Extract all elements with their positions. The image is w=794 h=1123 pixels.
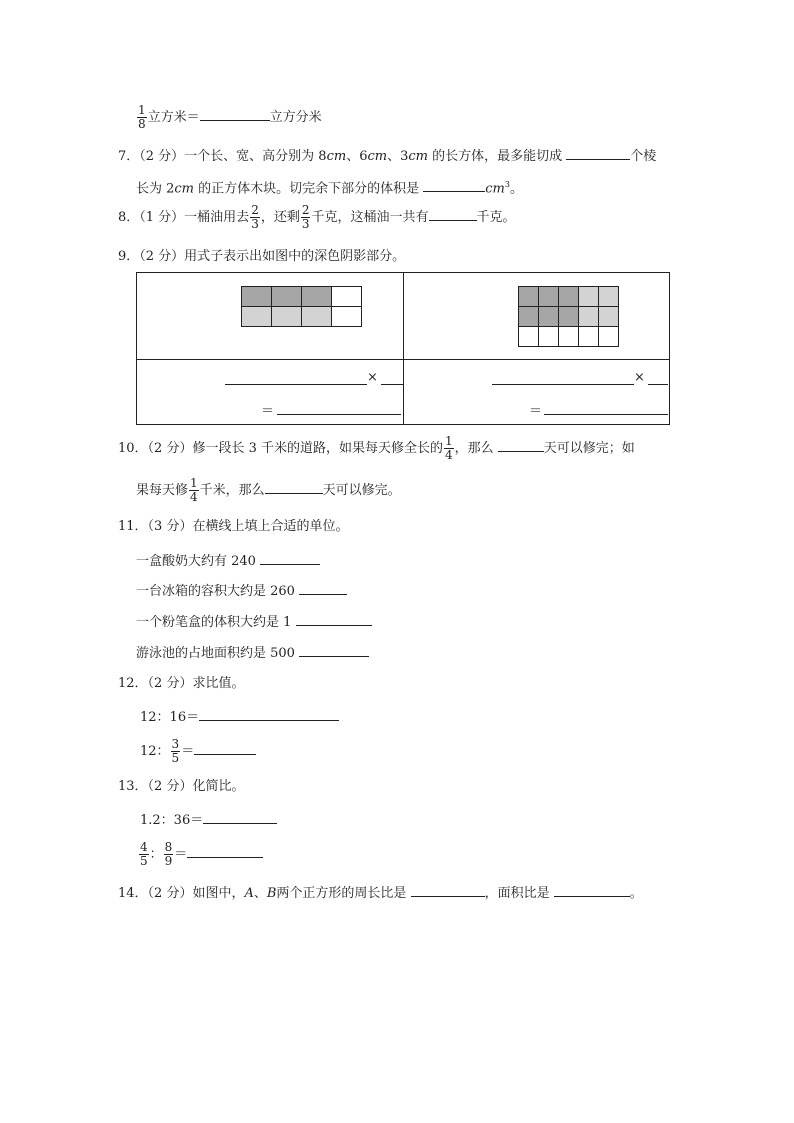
grid-cell-light <box>272 307 302 327</box>
grid-cell-dark <box>539 287 559 307</box>
grid-cell-light <box>579 287 599 307</box>
fraction: $\frac{3}{5}$ <box>171 737 180 765</box>
grid-cell-dark <box>302 287 332 307</box>
fraction: $\frac{2}{3}$ <box>301 203 310 231</box>
grid-cell-white <box>332 287 362 307</box>
ratio-line: $\frac{4}{5}$ ： $\frac{8}{9}$ ＝ <box>138 841 263 868</box>
grid-cell-dark <box>559 307 579 327</box>
answer-blank[interactable] <box>299 642 369 657</box>
left-shaded-grid <box>241 286 362 327</box>
question-10-line-1: 10．（2 分）修一段长 3 千米的道路，如果每天修全长的 $\frac{1}{4}$ ，那么 天可以修完；如 <box>118 434 635 462</box>
fraction: $\frac{2}{3}$ <box>251 203 259 231</box>
grid-cell-white <box>559 327 579 347</box>
list-item: 一个粉笔盒的体积大约是 1 <box>136 611 372 632</box>
grid-cell-dark <box>519 287 539 307</box>
grid-cell-light <box>579 307 599 327</box>
answer-blank[interactable] <box>203 809 277 824</box>
answer-blank[interactable] <box>299 580 347 595</box>
grid-cell-dark <box>272 287 302 307</box>
times-sign: × <box>367 370 378 385</box>
grid-cell-dark <box>559 287 579 307</box>
divider <box>403 273 404 424</box>
fraction: $\frac{1}{8}$ <box>138 103 146 131</box>
right-shaded-grid <box>518 286 619 347</box>
list-item: 一盒酸奶大约有 240 <box>136 550 320 571</box>
answer-blank[interactable] <box>423 177 485 192</box>
grid-cell-light <box>599 307 619 327</box>
answer-blank[interactable] <box>187 843 263 858</box>
ratio-line: 1.2：36＝ <box>140 809 277 830</box>
question-8: 8．（1 分）一桶油用去 $\frac{2}{3}$ ，还剩 $\frac{2}{3}$ 千克，这桶油一共有 千克。 <box>118 203 516 231</box>
grid-cell-light <box>242 307 272 327</box>
list-item: 游泳池的占地面积约是 500 <box>136 642 369 663</box>
answer-blank[interactable] <box>225 370 367 385</box>
answer-blank[interactable] <box>260 550 320 565</box>
answer-blank[interactable] <box>200 106 270 121</box>
question-12: 12．（2 分）求比值。 <box>118 676 245 691</box>
grid-cell-white <box>579 327 599 347</box>
q6-tail: $\frac{1}{8}$ 立方米＝ 立方分米 <box>138 103 322 131</box>
answer-blank[interactable] <box>277 400 401 415</box>
list-item: 一台冰箱的容积大约是 260 <box>136 580 347 601</box>
grid-cell-dark <box>539 307 559 327</box>
answer-blank[interactable] <box>498 437 544 452</box>
question-9: 9．（2 分）用式子表示出如图中的深色阴影部分。 <box>118 249 406 264</box>
question-7-line-2: 长为 2cm 的正方体木块。切完余下部分的体积是 $cm^3$。 <box>136 176 523 198</box>
answer-blank[interactable] <box>411 882 485 897</box>
answer-blank[interactable] <box>199 706 339 721</box>
fraction: $\frac{1}{4}$ <box>444 434 453 462</box>
grid-cell-light <box>599 287 619 307</box>
ratio-line: 12： $\frac{3}{5}$ ＝ <box>140 738 256 765</box>
answer-blank[interactable] <box>492 370 634 385</box>
question-14: 14．（2 分）如图中，A、B两个正方形的周长比是 ，面积比是 。 <box>118 882 643 903</box>
question-7-line-1: 7．（2 分）一个长、宽、高分别为 8cm、6cm、3cm 的长方体，最多能切成 个棱 <box>118 145 656 166</box>
equals-sign: ＝ <box>529 404 543 419</box>
grid-cell-white <box>519 327 539 347</box>
ratio-line: 12：16＝ <box>140 706 339 727</box>
answer-blank[interactable] <box>429 206 477 221</box>
grid-cell-white <box>599 327 619 347</box>
question-11: 11．（3 分）在横线上填上合适的单位。 <box>118 519 349 534</box>
shading-figure-table <box>136 272 670 425</box>
answer-blank[interactable] <box>194 740 256 755</box>
fraction: $\frac{1}{4}$ <box>190 476 198 504</box>
answer-blank[interactable] <box>381 370 403 385</box>
answer-blank[interactable] <box>554 882 630 897</box>
answer-blank[interactable] <box>566 145 630 160</box>
fraction: $\frac{4}{5}$ <box>140 840 148 868</box>
times-sign: × <box>634 370 645 385</box>
question-10-line-2: 果每天修 $\frac{1}{4}$ 千米，那么 天可以修完。 <box>136 476 401 504</box>
grid-cell-white <box>332 307 362 327</box>
equals-sign: ＝ <box>261 404 275 419</box>
grid-cell-white <box>539 327 559 347</box>
answer-blank[interactable] <box>648 370 668 385</box>
answer-blank[interactable] <box>544 400 668 415</box>
answer-blank[interactable] <box>296 611 372 626</box>
grid-cell-dark <box>519 307 539 327</box>
question-13: 13．（2 分）化简比。 <box>118 779 245 794</box>
divider <box>137 359 669 360</box>
grid-cell-light <box>302 307 332 327</box>
answer-blank[interactable] <box>265 479 323 494</box>
fraction: $\frac{8}{9}$ <box>164 840 173 868</box>
grid-cell-dark <box>242 287 272 307</box>
